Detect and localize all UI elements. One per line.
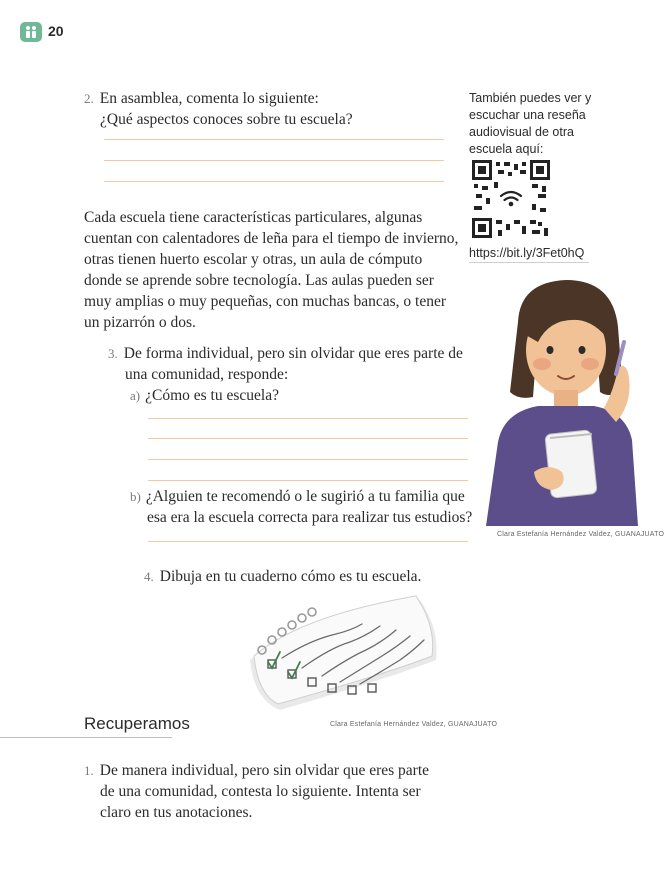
sub-question-b (130, 486, 472, 528)
question-text: De forma individual, pero sin olvidar que eres parte de (123, 345, 463, 362)
question-number: 3. (108, 346, 118, 361)
sidebar-line: escuchar una reseña (469, 108, 586, 122)
body-paragraph (84, 207, 464, 333)
question-text: En asamblea, comenta lo siguiente: (99, 90, 319, 107)
sub-question-text: ¿Cómo es tu escuela? (145, 387, 279, 404)
answer-line[interactable] (148, 541, 468, 542)
paragraph-line: donde se aprende sobre tecnología. Las aulas pueden ser (84, 272, 434, 289)
question-text: una comunidad, responde: (125, 366, 289, 383)
question-text: De manera individual, pero sin olvidar que eres parte (99, 762, 430, 779)
question-text: ¿Qué aspectos conoces sobre tu escuela? (100, 111, 353, 128)
page-number: 20 (48, 23, 64, 39)
question-text: claro en tus anotaciones. (100, 804, 253, 821)
people-icon (23, 24, 39, 40)
question-3 (108, 343, 463, 385)
sub-question-a (130, 385, 279, 406)
answer-line[interactable] (148, 480, 468, 481)
answer-line[interactable] (104, 181, 444, 182)
answer-line[interactable] (148, 418, 468, 419)
question-number: 1. (84, 763, 94, 778)
sub-question-letter: a) (130, 388, 141, 403)
section-divider (0, 737, 172, 738)
question-number: 4. (144, 569, 154, 584)
page-badge (20, 22, 42, 42)
answer-line[interactable] (148, 459, 468, 460)
paragraph-line: otras tienen huerto escolar y otras, un aula de cómputo (84, 251, 423, 268)
question-number: 2. (84, 91, 94, 106)
section-title: Recuperamos (84, 714, 190, 733)
question-text: Dibuja en tu cuaderno cómo es tu escuela. (159, 568, 422, 585)
answer-line[interactable] (104, 139, 444, 140)
answer-line[interactable] (104, 160, 444, 161)
qr-link[interactable]: https://bit.ly/3Fet0hQ (469, 246, 585, 260)
qr-code-icon[interactable] (472, 160, 550, 238)
paragraph-line: cuentan con calentadores de leña para el tiempo de invierno, (84, 230, 459, 247)
sub-question-letter: b) (130, 489, 141, 504)
sub-question-text: esa era la escuela correcta para realizar tus estudios? (147, 509, 473, 526)
sub-question-text: ¿Alguien te recomendó o le sugirió a tu familia que (145, 488, 465, 505)
paragraph-line: Cada escuela tiene características particulares, algunas (84, 209, 423, 226)
divider (469, 262, 589, 263)
question-4 (144, 566, 421, 587)
question-2 (84, 88, 353, 130)
illustration-credit: Clara Estefanía Hernández Valdez, GUANAJUATO (330, 721, 498, 728)
notebook-illustration (240, 590, 450, 718)
child-illustration (478, 272, 650, 526)
illustration-credit: Clara Estefanía Hernández Valdez, GUANAJUATO (497, 531, 665, 538)
paragraph-line: un pizarrón o dos. (84, 314, 196, 331)
recuperamos-question-1 (84, 760, 429, 823)
paragraph-line: muy amplias o muy pequeñas, con muchas bancas, o tener (84, 293, 446, 310)
answer-line[interactable] (148, 438, 468, 439)
sidebar-note (469, 90, 599, 158)
sidebar-line: audiovisual de otra (469, 125, 574, 139)
sidebar-line: escuela aquí: (469, 142, 544, 156)
sidebar-line: También puedes ver y (469, 91, 592, 105)
question-text: de una comunidad, contesta lo siguiente. Intenta ser (100, 783, 421, 800)
